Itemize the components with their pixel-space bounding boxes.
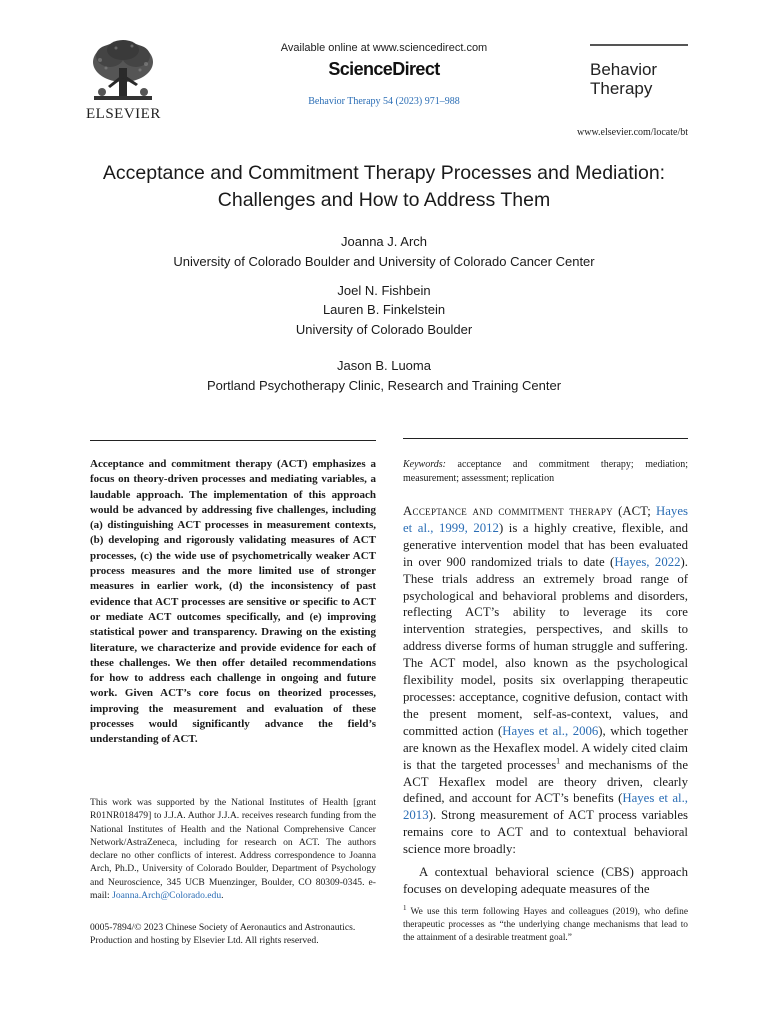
body-text-segment: ). These trials address an extremely broad range of psychological and behavioral problems and disorders, reflecting ACT’s ability to leverage its core intervention strategies, perspectives, and skills to address diverse forms of human struggle and suffering. The ACT model, also known as the psychological flexibility model, posits six overlapping therapeutic processes: acceptance, cognitive defusion, contact with the present moment, self-as-context, values, and committed action ( <box>403 554 688 738</box>
author-name: Joel N. Fishbein <box>337 283 431 298</box>
citation-link[interactable]: Hayes, 2022 <box>614 554 681 569</box>
citation-link[interactable]: Hayes et al., 2013 <box>403 791 688 823</box>
paper-title <box>60 160 708 214</box>
journal-title-line1: Behavior <box>590 60 658 79</box>
publisher-logo-text: ELSEVIER <box>86 106 161 122</box>
body-paragraph-1 <box>403 503 688 858</box>
body-text <box>403 503 688 898</box>
left-column-rule <box>90 440 376 441</box>
body-text-segment: (ACT; <box>612 504 657 518</box>
funding-email-suffix: . <box>221 890 224 902</box>
footnote-text: We use this term following Hayes and colleagues (2019), who define therapeutic processes as “the underlying change mechanisms that lead to the attainment of a desirable treatment goal.” <box>403 907 688 943</box>
footnote-marker-link[interactable]: 1 <box>556 756 561 766</box>
keywords-label: Keywords: <box>403 459 446 470</box>
journal-url[interactable]: www.elsevier.com/locate/bt <box>577 127 688 138</box>
lead-smallcaps: Acceptance and commitment therapy <box>403 504 613 518</box>
journal-title <box>590 60 700 98</box>
available-online-text: Available online at www.sciencedirect.com <box>280 42 488 54</box>
paper-title-line2: Challenges and How to Address Them <box>217 189 551 211</box>
body-text-segment: ). Strong measurement of ACT process variables remains core to ACT and to contextual behavioral science more broadly: <box>403 808 688 857</box>
footnote <box>403 903 688 945</box>
paper-title-line1: Acceptance and Commitment Therapy Processes and Mediation: <box>102 162 666 184</box>
right-column-rule <box>403 438 688 439</box>
copyright-notice <box>90 921 376 948</box>
journal-reference-link[interactable]: Behavior Therapy 54 (2023) 971–988 <box>308 96 460 107</box>
footnote-number: 1 <box>403 903 407 912</box>
journal-title-rule <box>590 44 688 46</box>
author-name: Jason B. Luoma <box>337 358 431 373</box>
journal-title-line2: Therapy <box>590 79 653 98</box>
correspondence-email-link[interactable]: Joanna.Arch@Colorado.edu <box>112 890 222 902</box>
funding-note <box>90 796 376 902</box>
body-quote-paragraph: A contextual behavioral science (CBS) approach focuses on developing adequate measures of the <box>403 865 688 896</box>
abstract-text: Acceptance and commitment therapy (ACT) emphasizes a focus on theory-driven processes and mediating variables, a laudable approach. The implementation of this approach would be advanced by addressing five challenges, including (a) distinguishing ACT processes in measurement contexts, (b) developing and rigorously validating measures of ACT processes, (c) the wide use of psychometrically weaker ACT process measures and the more limited use of stronger measures in earlier work, (d) the inconsistency of past evidence that ACT processes are sensitive or specific to ACT or mediate ACT outcomes specifically, and (e) improving statistical power and transparency. Drawing on the existing literature, we characterize and provide evidence for each of these challenges. We then offer detailed recommendations for how to address each challenge in ongoing and future work. Given ACT’s core focus on theorized processes, improving the measurement and evaluation of these processes would significantly advance the field’s understanding of ACT. <box>90 458 376 746</box>
citation-link[interactable]: Hayes et al., 1999, 2012 <box>403 504 688 535</box>
author-affiliation: University of Colorado Boulder <box>295 322 473 337</box>
sciencedirect-brand: ScienceDirect <box>328 59 440 79</box>
keywords-text: acceptance and commitment therapy; mediation; measurement; assessment; replication <box>403 459 688 484</box>
author-affiliation: Portland Psychotherapy Clinic, Research and Training Center <box>206 378 562 393</box>
keywords <box>403 458 688 485</box>
citation-link[interactable]: Hayes et al., 2006 <box>502 723 599 738</box>
author-affiliation: University of Colorado Boulder and University of Colorado Cancer Center <box>173 254 595 269</box>
author-name: Lauren B. Finkelstein <box>322 302 446 317</box>
funding-text: This work was supported by the National Institutes of Health [grant R01NR018479] to J.J.A. Author J.J.A. receives research funding from the National Institutes of Health and the National Comprehensive Cancer Network/AstraZeneca, including for research on ACT. The authors declare no other conflicts of interest. Address correspondence to Joanna Arch, Ph.D., University of Colorado Boulder, Department of Psychology and Neuroscience, 345 UCB Muenzinger, Boulder, CO 80309-0345. e-mail: <box>90 797 376 902</box>
copyright-line2: Production and hosting by Elsevier Ltd. All rights reserved. <box>90 935 319 947</box>
body-text-segment: and mechanisms of the ACT Hexaflex model are theory driven, clearly defined, and account for ACT’s benefits ( <box>403 757 688 806</box>
copyright-line1: 0005-7894/© 2023 Chinese Society of Aeronautics and Astronautics. <box>90 922 356 933</box>
author-name: Joanna J. Arch <box>341 234 427 249</box>
body-text-segment: ), which together are known as the Hexaflex model. A widely cited claim is that the targeted processes <box>403 723 688 772</box>
body-text-segment: ) is a highly creative, flexible, and generative intervention model that has been evaluated in over 900 randomized trials to date ( <box>403 520 689 569</box>
